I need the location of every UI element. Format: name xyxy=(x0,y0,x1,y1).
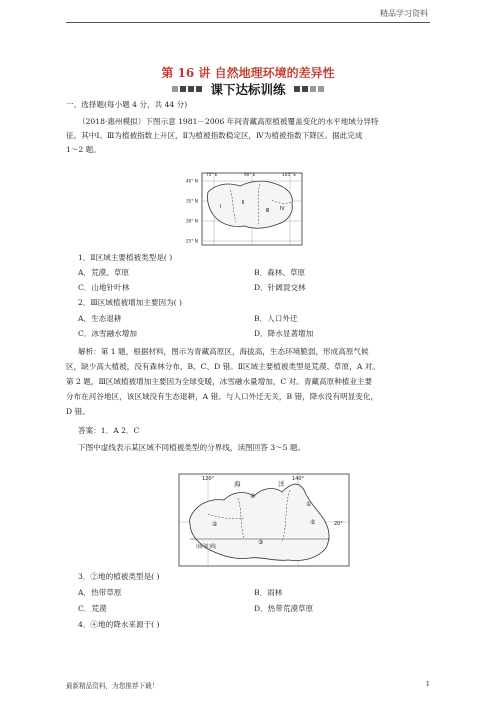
option-row xyxy=(66,586,432,600)
intro-line: （2018·惠州模拟）下图示意 1981－2006 年间青藏高原植被覆盖变化的水平地域分异特 xyxy=(78,117,379,126)
banner-square-icon xyxy=(196,86,202,92)
banner-square-icon xyxy=(172,86,178,92)
header-label: 精品学习资料 xyxy=(380,9,428,18)
analysis-line: 分布在河谷地区，该区域没有生态退耕，A 错。与人口外迁无关，B 错，降水没有明显变化， xyxy=(66,392,379,401)
banner-square-icon xyxy=(180,86,186,92)
question-stem: 3．②地的植被类型是( ) xyxy=(78,572,160,581)
banner-square-icon xyxy=(310,86,316,92)
sea-label: 洋 xyxy=(278,480,285,488)
option-c: C．山地针叶林 xyxy=(78,283,130,292)
option-b: B．人口外迁 xyxy=(254,314,298,323)
option-d: D．降水显著增加 xyxy=(254,329,314,338)
point-label: ⑤ xyxy=(310,519,316,526)
page-title: 第 16 讲 自然地理环境的差异性 xyxy=(161,66,335,80)
intro-line: 1～2 题。 xyxy=(66,145,101,154)
point-label: ② xyxy=(212,521,218,528)
footer-note: 最新精品资料，为您推荐下载！ xyxy=(66,682,159,690)
option-d: D．针阔混交林 xyxy=(254,283,306,292)
banner-square-icon xyxy=(318,86,324,92)
plateau-map xyxy=(186,170,306,248)
point-label: ④ xyxy=(250,493,256,500)
point-label: ③ xyxy=(258,539,264,546)
option-a: A．生态退耕 xyxy=(78,314,122,323)
question-stem: 4．④地的降水来源于( ) xyxy=(78,620,160,629)
option-a: A．热带草原 xyxy=(78,588,122,597)
section-banner xyxy=(0,80,496,96)
sea-label: 海 xyxy=(234,480,241,488)
analysis-line: 解析：第 1 题，根据材料，图示为青藏高原区，海拔高，生态环境脆弱，形成高原气候 xyxy=(78,347,369,356)
lon-label: 105° E xyxy=(282,172,297,177)
point-label: ① xyxy=(306,501,312,508)
question-stem: 1．Ⅱ区域主要植被类型是( ) xyxy=(78,253,173,262)
analysis-line: 第 2 题，Ⅲ区域植被增加主要因为全球变暖，冰雪融水量增加，C 对。青藏高原种植业主要 xyxy=(66,377,373,386)
region-label: Ⅱ xyxy=(242,200,245,206)
region-label: Ⅰ xyxy=(220,204,222,210)
region-label: Ⅲ xyxy=(266,208,270,214)
banner-text: 课下达标训练 xyxy=(210,82,286,97)
section-heading: 一、选择题(每小题 4 分，共 44 分) xyxy=(66,100,188,109)
page-number: 1 xyxy=(425,680,430,688)
analysis-line: D 错。 xyxy=(66,407,90,416)
lat-label: 35° N xyxy=(186,198,198,204)
option-a: A．荒漠、草原 xyxy=(78,268,130,277)
option-b: B．雨林 xyxy=(254,588,283,597)
tropic-label: 南回归线 xyxy=(196,544,217,550)
lon-label: 75° E xyxy=(206,172,218,177)
intro-line: 征。其中Ⅰ、Ⅲ为植被指数上升区，Ⅱ为植被指数稳定区，Ⅳ为植被指数下降区。据此完成 xyxy=(66,131,363,140)
intro-line: 下图中虚线表示某区域不同植被类型的分界线，读图回答 3～5 题。 xyxy=(78,443,306,452)
banner-square-icon xyxy=(188,86,194,92)
question-stem: 2．Ⅲ区域植被增加主要因为( ) xyxy=(78,298,183,307)
option-row xyxy=(66,602,432,616)
lat-label: 40° N xyxy=(186,178,198,184)
option-row xyxy=(66,312,432,326)
region-label: Ⅳ xyxy=(280,206,285,212)
option-b: B．森林、草原 xyxy=(254,268,306,277)
australia-map xyxy=(178,470,350,568)
option-c: C．荒漠 xyxy=(78,604,107,613)
lat-label: 30° N xyxy=(186,218,198,224)
lon-label: 140° xyxy=(292,476,305,482)
lon-label: 90° E xyxy=(244,172,256,177)
option-c: C．冰雪融水增加 xyxy=(78,329,137,338)
option-d: D．热带荒漠草原 xyxy=(254,604,314,613)
lat-label: 25° N xyxy=(186,238,198,244)
answer-line: 答案：1．A 2．C xyxy=(78,426,140,435)
option-row xyxy=(66,281,432,295)
analysis-line: 区，缺少高大植被，没有森林分布，B、C、D 错。Ⅱ区域主要植被类型是荒漠、草原，A 对。 xyxy=(66,362,380,371)
option-row xyxy=(66,266,432,280)
header-rule xyxy=(66,22,430,23)
lat-label: 20° xyxy=(334,521,343,527)
banner-square-icon xyxy=(302,86,308,92)
banner-square-icon xyxy=(294,86,300,92)
option-row xyxy=(66,327,432,341)
lon-label: 120° xyxy=(202,476,215,482)
